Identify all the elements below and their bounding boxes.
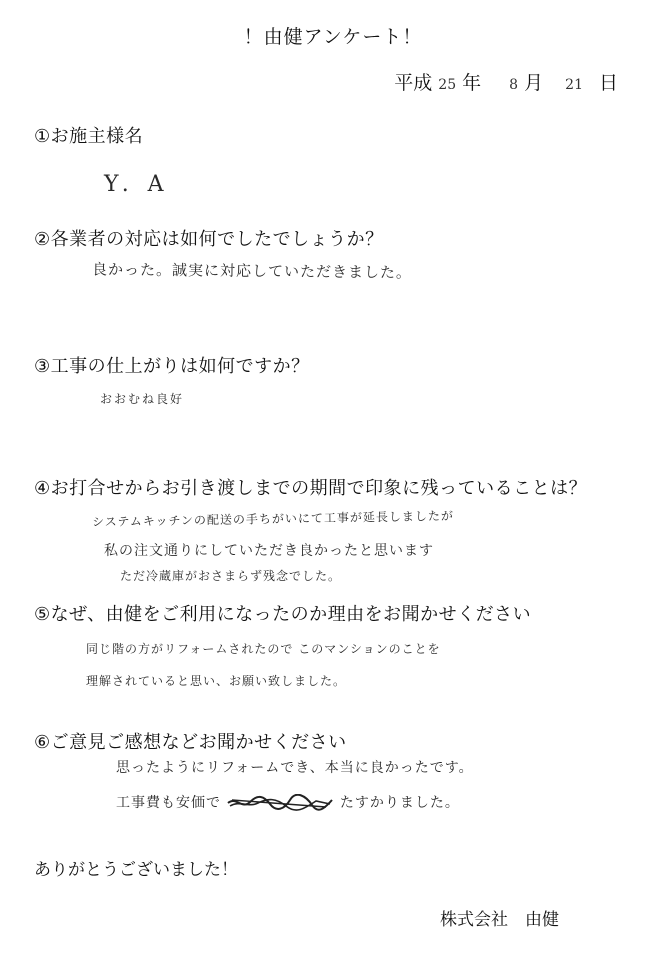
answer-5-line-2: 理解されていると思い、お願い致しました。: [86, 674, 347, 688]
date-era: 平成: [394, 72, 433, 94]
answer-6-line-2-start: 工事費も安価で: [116, 795, 221, 811]
answer-6-line-1: 思ったようにリフォームでき、本当に良かったです。: [116, 760, 474, 776]
answer-5-line-1: 同じ階の方がリフォームされたので このマンションのことを: [86, 642, 441, 656]
date-year: 25: [438, 77, 457, 93]
answer-4-line-2: 私の注文通りにしていただき良かったと思います: [104, 543, 434, 559]
survey-title: ！由健アンケート！: [243, 26, 423, 48]
question-6-label: ⑥ご意見ご感想などお聞かせください: [34, 732, 347, 753]
answer-6-line-2-end: たすかりました。: [339, 795, 460, 811]
question-2-label: ②各業者の対応は如何でしたでしょうか？: [34, 229, 384, 250]
date-year-unit: 年: [462, 72, 482, 94]
answer-1-line: Y. A: [104, 172, 170, 197]
question-1-label: ①お施主様名: [34, 126, 144, 147]
answer-4-line-1: システムキッチンの配送の手ちがいにて工事が延長しましたが: [91, 508, 455, 530]
closing-message: ありがとうございました！: [34, 860, 238, 880]
answer-6-line-2: [116, 792, 460, 812]
date-day-unit: 日: [598, 72, 618, 94]
question-3-label: ③工事の仕上がりは如何ですか？: [34, 356, 310, 377]
answer-4-line-3: ただ冷蔵庫がおさまらず残念でした。: [120, 569, 342, 583]
date-month-unit: 月: [524, 72, 544, 94]
answer-3-line: おおむね良好: [100, 392, 185, 406]
crossed-out-scribble: [226, 794, 334, 812]
date-day: 21: [565, 77, 583, 93]
question-4-label: ④お打合せからお引き渡しまでの期間で印象に残っていることは？: [34, 478, 588, 499]
question-5-label: ⑤なぜ、由健をご利用になったのか理由をお聞かせください: [34, 604, 532, 625]
survey-date: [394, 68, 618, 95]
company-name: 株式会社 由健: [440, 910, 559, 930]
date-month: 8: [509, 77, 519, 93]
answer-2-line: 良かった。誠実に対応していただきました。: [91, 260, 413, 282]
